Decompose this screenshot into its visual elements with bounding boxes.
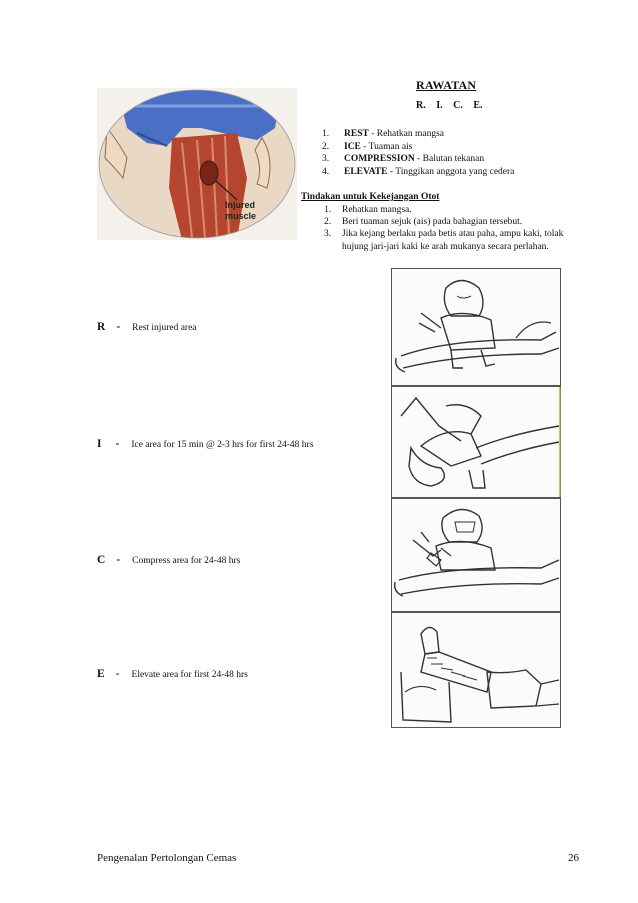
list-text: Tuaman ais <box>368 141 413 152</box>
cramp-list-continuation: hujung jari-jari kaki ke arah mukanya secara perlahan. <box>342 241 549 252</box>
step-letter: R <box>97 321 106 333</box>
step-dash: - <box>115 668 120 680</box>
injured-muscle-illustration <box>97 88 297 240</box>
list-sep: - <box>414 154 423 164</box>
list-sep: - <box>368 129 377 139</box>
list-number: 3. <box>324 229 332 240</box>
list-text: Balutan tekanan <box>422 154 485 164</box>
elevate-illustration <box>391 612 561 728</box>
step-letter: I <box>97 438 102 450</box>
step-letter: C <box>97 554 106 566</box>
rice-list <box>322 128 514 178</box>
list-number: 2. <box>324 217 332 228</box>
injured-label-line2: muscle <box>225 211 257 221</box>
rice-letters: R. I. C. E. <box>416 100 483 111</box>
step-dash: - <box>115 438 120 450</box>
step-text: Compress area for 24-48 hrs <box>132 556 241 566</box>
cramp-list-item <box>324 228 594 240</box>
rice-list-item <box>322 128 514 141</box>
step-text: Ice area for 15 min @ 2-3 hrs for first 24-48 hrs <box>131 440 314 450</box>
page-number: 26 <box>568 852 579 864</box>
list-key: REST <box>344 129 369 139</box>
list-key: COMPRESSION <box>344 154 415 164</box>
list-sep: - <box>360 141 369 152</box>
cramp-list-item <box>324 216 594 228</box>
step-dash: - <box>116 321 121 333</box>
rawatan-title: RAWATAN <box>416 78 477 92</box>
step-text: Rest injured area <box>132 323 197 333</box>
list-text: Tinggikan anggota yang cedera <box>395 166 515 177</box>
list-sep: - <box>387 166 396 177</box>
list-number: 4. <box>322 166 330 177</box>
step-dash: - <box>116 554 121 566</box>
list-text: Rehatkan mangsa <box>376 129 445 139</box>
list-text: Jika kejang berlaku pada betis atau paha, ampu kaki, tolak <box>342 229 564 240</box>
injured-label-line1: Injured <box>225 200 256 210</box>
rice-list-item <box>322 166 514 179</box>
ice-illustration <box>391 386 561 498</box>
list-key: ICE <box>344 141 361 152</box>
rice-list-item <box>322 141 514 154</box>
list-number: 1. <box>322 129 330 139</box>
list-number: 2. <box>322 141 330 152</box>
list-text: Beri tuaman sejuk (ais) pada bahagian tersebut. <box>342 217 523 228</box>
step-ice <box>97 438 313 450</box>
cramp-list-item <box>324 204 594 216</box>
list-number: 3. <box>322 154 330 164</box>
step-rest <box>97 321 197 333</box>
footer-title: Pengenalan Pertolongan Cemas <box>97 852 237 864</box>
step-text: Elevate area for first 24-48 hrs <box>131 670 248 680</box>
list-key: ELEVATE <box>344 166 388 177</box>
rice-list-item <box>322 153 514 166</box>
list-number: 1. <box>324 205 332 215</box>
step-compress <box>97 554 240 566</box>
cramp-list <box>324 204 594 253</box>
rest-illustration <box>391 268 561 386</box>
step-letter: E <box>97 668 105 680</box>
cramp-heading: Tindakan untuk Kekejangan Otot <box>301 192 440 202</box>
compress-illustration <box>391 498 561 612</box>
list-text: Rehatkan mangsa. <box>342 205 412 215</box>
step-elevate <box>97 668 248 680</box>
